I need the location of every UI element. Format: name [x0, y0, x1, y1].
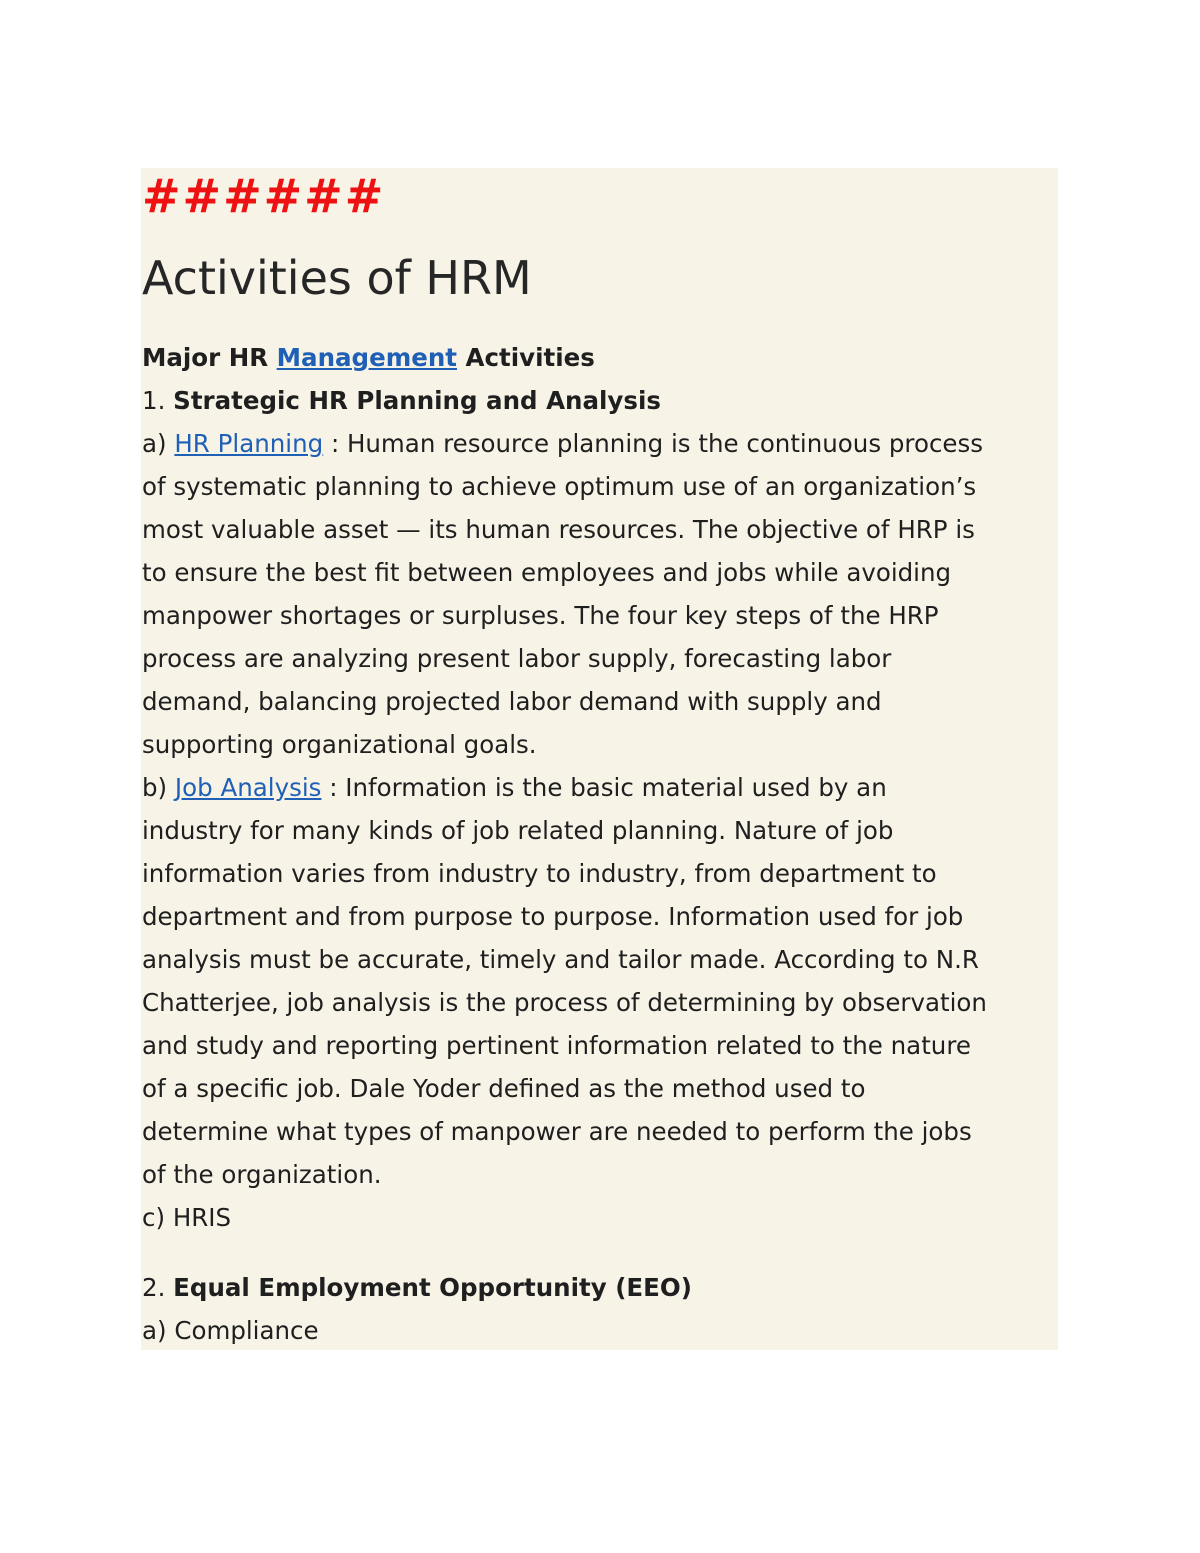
section-1-heading: [142, 379, 1058, 422]
hr-planning-link[interactable]: HR Planning: [174, 429, 324, 458]
major-heading: [142, 336, 1058, 379]
item-a-line: supporting organizational goals.: [142, 730, 537, 759]
item-b-prefix: b): [142, 773, 175, 802]
item-b-line: industry for many kinds of job related planning. Nature of job: [142, 816, 894, 845]
item-a-line: of systematic planning to achieve optimum use of an organization’s: [142, 472, 977, 501]
spacer: [142, 1239, 1058, 1266]
body-text: [142, 336, 1058, 1352]
item-b-line: Chatterjee, job analysis is the process of determining by observation: [142, 988, 987, 1017]
item-c: c) HRIS: [142, 1203, 232, 1232]
item-b-line: information varies from industry to industry, from department to: [142, 859, 937, 888]
item-b-line: department and from purpose to purpose. Information used for job: [142, 902, 964, 931]
item-b-line-1: [142, 766, 1058, 809]
job-analysis-link[interactable]: Job Analysis: [174, 773, 322, 802]
item-a-text: : Human resource planning is the continuous process: [323, 429, 984, 458]
item-b-line: and study and reporting pertinent information related to the nature: [142, 1031, 971, 1060]
major-heading-prefix: Major HR: [142, 343, 277, 372]
item-a-line: to ensure the best fit between employees and jobs while avoiding: [142, 558, 952, 587]
section-marker: ######: [142, 169, 386, 223]
item-a-line-1: [142, 422, 1058, 465]
item-a-line: most valuable asset — its human resources. The objective of HRP is: [142, 515, 975, 544]
section-2-number: 2.: [142, 1273, 174, 1302]
item-a-line: manpower shortages or surpluses. The four key steps of the HRP: [142, 601, 939, 630]
item-b-text: : Information is the basic material used by an: [321, 773, 887, 802]
item-b-line: of a specific job. Dale Yoder defined as the method used to: [142, 1074, 866, 1103]
item-a-line: process are analyzing present labor supply, forecasting labor: [142, 644, 892, 673]
section-2-title: Equal Employment Opportunity (EEO): [173, 1273, 692, 1302]
section-2-item-a: a) Compliance: [142, 1316, 319, 1345]
item-a-prefix: a): [142, 429, 175, 458]
item-b-line: determine what types of manpower are needed to perform the jobs: [142, 1117, 972, 1146]
item-b-line: of the organization.: [142, 1160, 382, 1189]
page-title: Activities of HRM: [142, 251, 532, 305]
section-1-number: 1.: [142, 386, 174, 415]
management-link[interactable]: Management: [276, 343, 457, 372]
section-2-heading: [142, 1266, 1058, 1309]
section-1-title: Strategic HR Planning and Analysis: [173, 386, 661, 415]
content-panel: [141, 168, 1058, 1350]
major-heading-suffix: Activities: [457, 343, 595, 372]
item-b-line: analysis must be accurate, timely and tailor made. According to N.R: [142, 945, 979, 974]
item-a-line: demand, balancing projected labor demand with supply and: [142, 687, 882, 716]
